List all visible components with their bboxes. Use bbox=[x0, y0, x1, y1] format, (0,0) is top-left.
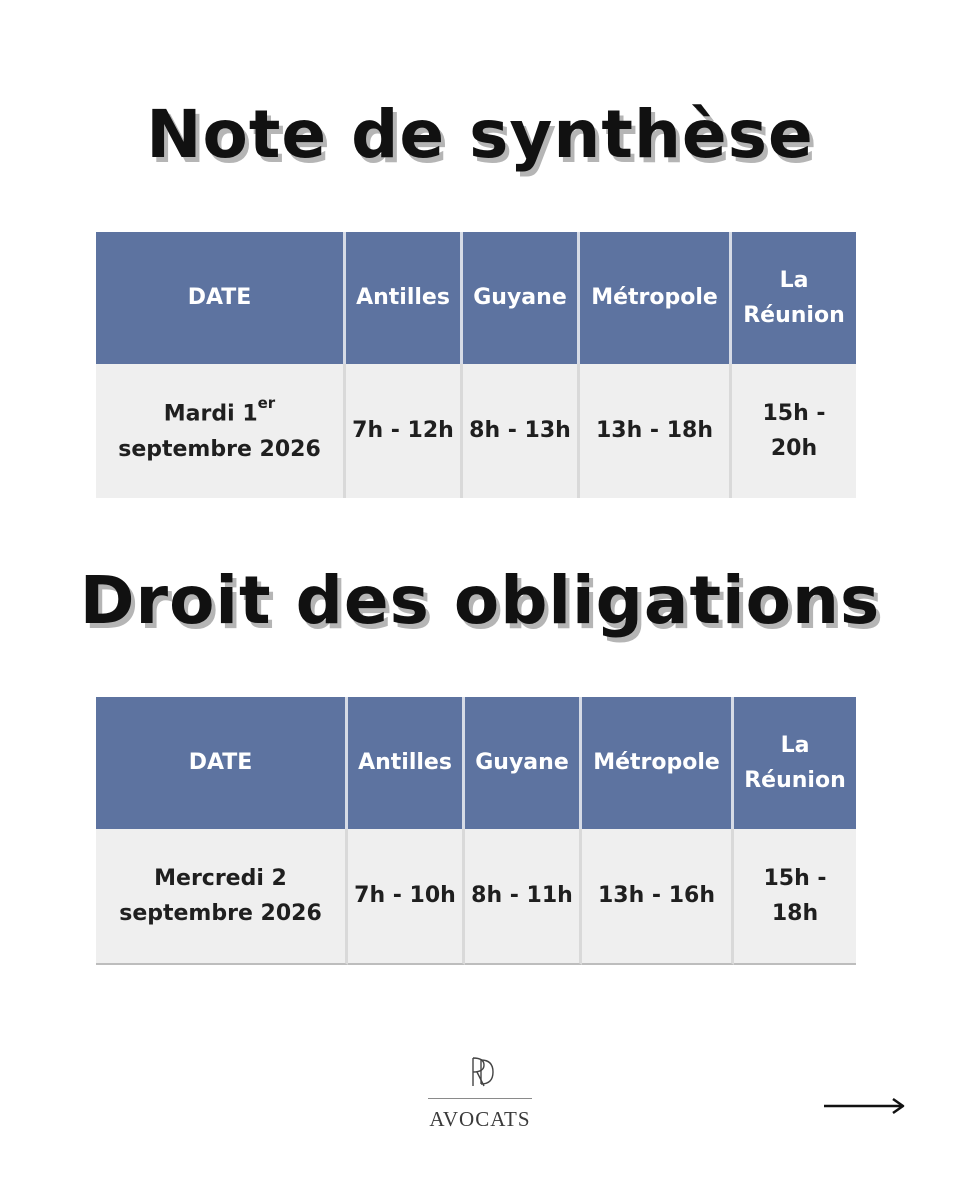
date-line1: Mercredi 2 bbox=[154, 865, 287, 891]
header-antilles: Antilles bbox=[348, 697, 465, 829]
cell-metropole: 13h - 16h bbox=[582, 829, 734, 965]
schedule-table-note-de-synthese bbox=[96, 232, 856, 498]
cell-la-reunion: 15h - 18h bbox=[734, 829, 856, 965]
logo-divider bbox=[428, 1098, 532, 1099]
cell-antilles: 7h - 12h bbox=[346, 364, 463, 498]
date-line2: septembre 2026 bbox=[118, 436, 321, 462]
table-row bbox=[96, 364, 856, 498]
firm-logo bbox=[400, 1052, 560, 1132]
header-la-reunion: La Réunion bbox=[734, 697, 856, 829]
table-header-row bbox=[96, 232, 856, 364]
cell-la-reunion: 15h - 20h bbox=[732, 364, 856, 498]
cell-guyane: 8h - 11h bbox=[465, 829, 582, 965]
schedule-table-droit-des-obligations bbox=[96, 697, 856, 965]
cell-metropole: 13h - 18h bbox=[580, 364, 732, 498]
cell-date bbox=[96, 364, 346, 498]
header-guyane: Guyane bbox=[465, 697, 582, 829]
section-title-droit-des-obligations: Droit des obligations bbox=[79, 562, 881, 639]
header-metropole: Métropole bbox=[582, 697, 734, 829]
cell-antilles: 7h - 10h bbox=[348, 829, 465, 965]
header-guyane: Guyane bbox=[463, 232, 580, 364]
header-antilles: Antilles bbox=[346, 232, 463, 364]
table-row bbox=[96, 829, 856, 965]
logo-text: AVOCATS bbox=[429, 1107, 531, 1131]
header-date: DATE bbox=[96, 697, 348, 829]
header-metropole: Métropole bbox=[580, 232, 732, 364]
rd-monogram-icon bbox=[460, 1052, 500, 1092]
arrow-right-icon[interactable] bbox=[822, 1094, 906, 1118]
header-date: DATE bbox=[96, 232, 346, 364]
cell-guyane: 8h - 13h bbox=[463, 364, 580, 498]
table-header-row bbox=[96, 697, 856, 829]
date-superscript: er bbox=[257, 394, 276, 413]
date-line2: septembre 2026 bbox=[119, 901, 322, 926]
cell-date bbox=[96, 829, 348, 965]
section-title-note-de-synthese: Note de synthèse bbox=[146, 96, 814, 173]
date-line1: Mardi 1 bbox=[163, 401, 258, 427]
header-la-reunion: La Réunion bbox=[732, 232, 856, 364]
